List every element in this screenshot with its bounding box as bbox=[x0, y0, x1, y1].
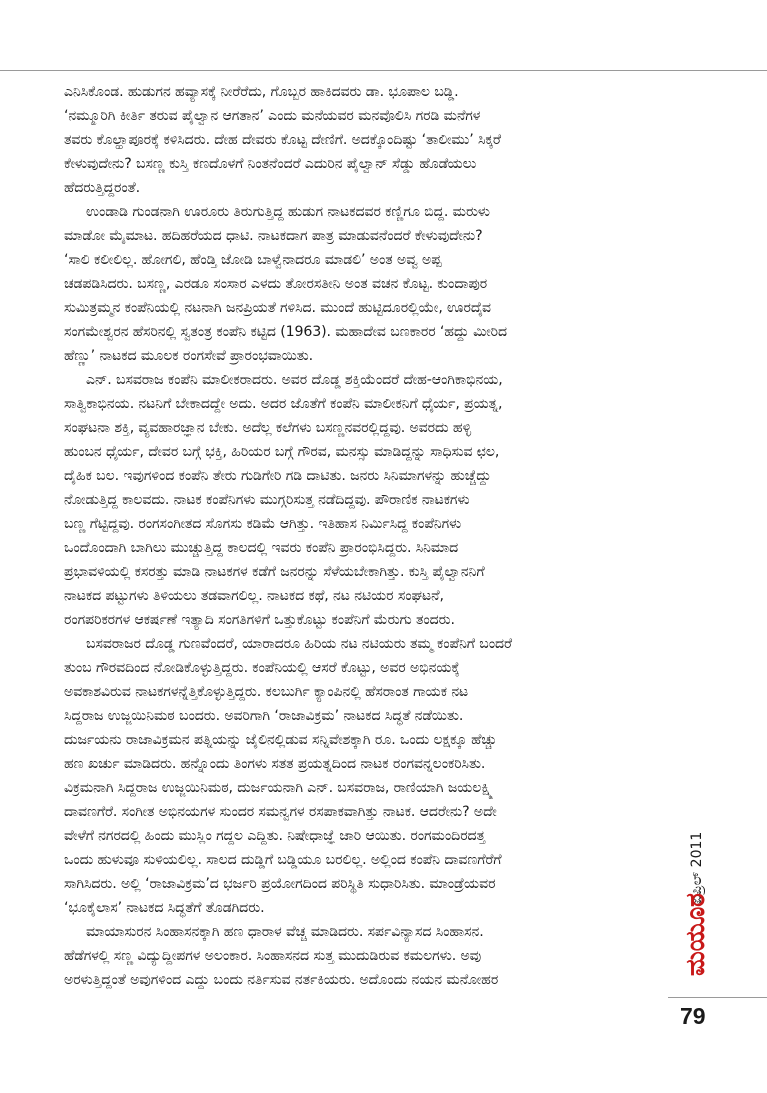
paragraph-first-line: ಉಂಡಾಡಿ ಗುಂಡನಾಗಿ ಊರೂರು ತಿರುಗುತ್ತಿದ್ದ ಹುಡುಗ ನಾಟಕದವರ ಕಣ್ಣಿಗೂ ಬಿದ್ದ. ಮರುಳು bbox=[86, 204, 490, 220]
text-line: ಸಂಘಟನಾ ಶಕ್ತಿ, ವ್ಯವಹಾರಜ್ಞಾನ ಬೇಕು. ಅದೆಲ್ಲ ಕಲೆಗಳು ಬಸಣ್ಣನವರಲ್ಲಿದ್ದವು. ಅವರದು ಹಳ್ಳಿ bbox=[64, 420, 472, 436]
text-line: ವಿಕ್ರಮನಾಗಿ ಸಿದ್ದರಾಜ ಉಜ್ಜಯಿನಿಮಠ, ದುರ್ಜಯನಾಗಿ ಎನ್. ಬಸವರಾಜ, ರಾಣಿಯಾಗಿ ಜಯಲಕ್ಷ್ಮಿ bbox=[64, 780, 494, 796]
article-body bbox=[64, 80, 660, 992]
text-line: ದುರ್ಜಯನು ರಾಜಾವಿಕ್ರಮನ ಪತ್ನಿಯನ್ನು ಜೈಲಿನಲ್ಲಿಡುವ ಸನ್ನಿವೇಶಕ್ಕಾಗಿ ರೂ. ಒಂದು ಲಕ್ಷಕ್ಕೂ ಹೆಚ್ಚು bbox=[64, 732, 497, 748]
text-line: ಅರಳುತ್ತಿದ್ದಂತೆ ಅವುಗಳಿಂದ ಎದ್ದು ಬಂದು ನರ್ತಿಸುವ ನರ್ತಕಿಯರು. ಅದೊಂದು ನಯನ ಮನೋಹರ bbox=[64, 972, 499, 988]
text-line: ದಾವಣಗೆರೆ. ಸಂಗೀತ ಅಭಿನಯಗಳ ಸುಂದರ ಸಮನ್ವಗಳ ರಸಪಾಕವಾಗಿತ್ತು ನಾಟಕ. ಆದರೇನು? ಅದೇ bbox=[64, 804, 497, 820]
text-line: ಸಿದ್ದರಾಜ ಉಜ್ಜಯಿನಿಮಠ ಬಂದರು. ಅವರಿಗಾಗಿ ‘ರಾಜಾವಿಕ್ರಮ’ ನಾಟಕದ ಸಿದ್ಧತೆ ನಡೆಯಿತು. bbox=[64, 708, 464, 724]
text-line: ಮಾಡೋ ಮೈಮಾಟ. ಹದಿಹರೆಯದ ಧಾಟಿ. ನಾಟಕದಾಗ ಪಾತ್ರ ಮಾಡುವನೆಂದರೆ ಕೇಳುವುದೇನು? bbox=[64, 228, 483, 244]
paragraph-first-line: ಎನ್. ಬಸವರಾಜ ಕಂಪೆನಿ ಮಾಲೀಕರಾದರು. ಅವರ ದೊಡ್ಡ ಶಕ್ತಿಯೆಂದರೆ ದೇಹ-ಆಂಗಿಕಾಭಿನಯ, bbox=[86, 372, 503, 388]
text-line: ‘ನಮ್ಮೂರಿಗಿ ಕೀರ್ತಿ ತರುವ ಪೈಲ್ವಾನ ಆಗತಾನ’ ಎಂದು ಮನೆಯವರ ಮನವೊಲಿಸಿ ಗರಡಿ ಮನೆಗಳ bbox=[64, 108, 481, 124]
top-rule bbox=[0, 70, 767, 71]
text-line: ‘ಸಾಲಿ ಕಲೀಲಿಲ್ಲ. ಹೋಗಲಿ, ಹೆಂಡ್ತಿ ಜೋಡಿ ಬಾಳ್ವೆನಾದರೂ ಮಾಡಲಿ’ ಅಂತ ಅವ್ವ ಅಪ್ಪ bbox=[64, 252, 442, 268]
text-line: ಸುಮಿತ್ರಮ್ಮನ ಕಂಪೆನಿಯಲ್ಲಿ ನಟನಾಗಿ ಜನಪ್ರಿಯತೆ ಗಳಿಸಿದ. ಮುಂದೆ ಹುಟ್ಟಿದೂರಲ್ಲಿಯೇ, ಊರದೈವ bbox=[64, 300, 491, 316]
text-line: ತವರು ಕೊಲ್ಹಾಪೂರಕ್ಕೆ ಕಳಿಸಿದರು. ದೇಹ ದೇವರು ಕೊಟ್ಟ ದೇಣಿಗೆ. ಅದಕ್ಕೊಂದಿಷ್ಟು ‘ತಾಲೀಮು’ ಸಿಕ್ಕರೆ bbox=[64, 132, 501, 148]
text-line: ಸಾಗಿಸಿದರು. ಅಲ್ಲಿ ‘ರಾಜಾವಿಕ್ರಮ’ದ ಭರ್ಜರಿ ಪ್ರಯೋಗದಿಂದ ಪರಿಸ್ಥಿತಿ ಸುಧಾರಿಸಿತು. ಮಾಂಡ್ರೆಯವರ bbox=[64, 876, 496, 892]
text-line: ಚಡಪಡಿಸಿದರು. ಬಸಣ್ಣ, ಎರಡೂ ಸಂಸಾರ ಎಳದು ತೋರಸತೀನಿ ಅಂತ ವಚನ ಕೊಟ್ಟ. ಕುಂದಾಪುರ bbox=[64, 276, 488, 292]
text-line: ಒಂದು ಹುಳುವೂ ಸುಳಿಯಲಿಲ್ಲ. ಸಾಲದ ದುಡ್ಡಿಗೆ ಬಡ್ಡಿಯೂ ಬರಲಿಲ್ಲ. ಅಲ್ಲಿಂದ ಕಂಪೆನಿ ದಾವಣಗೆರೆಗೆ bbox=[64, 852, 502, 868]
text-line: ‘ಭೂಕೈಲಾಸ’ ನಾಟಕದ ಸಿದ್ಧತೆಗೆ ತೊಡಗಿದರು. bbox=[64, 900, 265, 916]
text-line: ಸಾತ್ವಿಕಾಭಿನಯ. ನಟನಿಗೆ ಬೇಕಾದದ್ದೇ ಅದು. ಅದರ ಜೊತೆಗೆ ಕಂಪೆನಿ ಮಾಲೀಕನಿಗೆ ಧೈರ್ಯ, ಪ್ರಯತ್ನ, bbox=[64, 396, 503, 412]
text-line: ರಂಗಪರಿಕರಗಳ ಆಕರ್ಷಣೆ ಇತ್ಯಾದಿ ಸಂಗತಿಗಳಿಗೆ ಒತ್ತುಕೊಟ್ಟು ಕಂಪೆನಿಗೆ ಮೆರುಗು ತಂದರು. bbox=[64, 612, 455, 628]
text-line: ಎನಿಸಿಕೊಂಡ. ಹುಡುಗನ ಹವ್ಯಾಸಕ್ಕೆ ನೀರೆರೆದು, ಗೊಬ್ಬರ ಹಾಕಿದವರು ಡಾ. ಭೂಪಾಲ ಬಡ್ಡಿ. bbox=[64, 84, 459, 100]
text-line: ವೇಳೆಗೆ ನಗರದಲ್ಲಿ ಹಿಂದು ಮುಸ್ಲಿಂ ಗದ್ದಲ ಎದ್ದಿತು. ನಿಷೇಧಾಜ್ಞೆ ಜಾರಿ ಆಯಿತು. ರಂಗಮಂದಿರದತ್ತ bbox=[64, 828, 486, 844]
text-line: ನೋಡುತ್ತಿದ್ದ ಕಾಲವದು. ನಾಟಕ ಕಂಪೆನಿಗಳು ಮುಗ್ಗರಿಸುತ್ತ ನಡೆದಿದ್ದವು. ಪೌರಾಣಿಕ ನಾಟಕಗಳು bbox=[64, 492, 470, 508]
paragraph-first-line: ಮಾಯಾಸುರನ ಸಿಂಹಾಸನಕ್ಕಾಗಿ ಹಣ ಧಾರಾಳ ವೆಚ್ಚ ಮಾಡಿದರು. ಸರ್ಪವಿನ್ಯಾಸದ ಸಿಂಹಾಸನ. bbox=[86, 924, 484, 940]
text-line: ಪ್ರಭಾವಳಿಯಲ್ಲಿ ಕಸರತ್ತು ಮಾಡಿ ನಾಟಕಗಳ ಕಡೆಗೆ ಜನರನ್ನು ಸೆಳೆಯಬೇಕಾಗಿತ್ತು. ಕುಸ್ತಿ ಪೈಲ್ವಾನನಿಗೆ bbox=[64, 564, 485, 580]
text-line: ಒಂದೊಂದಾಗಿ ಬಾಗಿಲು ಮುಚ್ಚುತ್ತಿದ್ದ ಕಾಲದಲ್ಲಿ ಇವರು ಕಂಪೆನಿ ಪ್ರಾರಂಭಿಸಿದ್ದರು. ಸಿನಿಮಾದ bbox=[64, 540, 459, 556]
text-line: ಸಂಗಮೇಶ್ವರನ ಹೆಸರಿನಲ್ಲಿ ಸ್ವತಂತ್ರ ಕಂಪೆನಿ ಕಟ್ಟಿದ (1963). ಮಹಾದೇವ ಬಣಕಾರರ ‘ಹದ್ದು ಮೀರಿದ bbox=[64, 324, 508, 340]
text-line: ಹೆಣ್ಣು’ ನಾಟಕದ ಮೂಲಕ ರಂಗಸೇವೆ ಪ್ರಾರಂಭವಾಯಿತು. bbox=[64, 348, 314, 364]
text-line: ದೈಹಿಕ ಬಲ. ಇವುಗಳಿಂದ ಕಂಪೆನಿ ತೇರು ಗುಡಿಗೇರಿ ಗಡಿ ದಾಟಿತು. ಜನರು ಸಿನಿಮಾಗಳನ್ನು ಹುಚ್ಚೆದ್ದು bbox=[64, 468, 492, 484]
paragraph-first-line: ಬಸವರಾಜರ ದೊಡ್ಡ ಗುಣವೆಂದರೆ, ಯಾರಾದರೂ ಹಿರಿಯ ನಟ ನಟಿಯರು ತಮ್ಮ ಕಂಪೆನಿಗೆ ಬಂದರೆ bbox=[86, 636, 512, 652]
text-line: ಅವಕಾಶವಿರುವ ನಾಟಕಗಳನ್ನೆತ್ತಿಕೊಳ್ಳುತ್ತಿದ್ದರು. ಕಲಬುರ್ಗಿ ಕ್ಯಾಂಪಿನಲ್ಲಿ ಹೆಸರಾಂತ ಗಾಯಕ ನಟ bbox=[64, 684, 469, 700]
page-number: 79 bbox=[680, 1003, 706, 1029]
text-line: ಹೆದರುತ್ತಿದ್ದರಂತೆ. bbox=[64, 180, 140, 196]
text-line: ಬಣ್ಣ ಗೆಟ್ಟಿದ್ದವು. ರಂಗಸಂಗೀತದ ಸೊಗಸು ಕಡಿಮೆ ಆಗಿತ್ತು. ಇತಿಹಾಸ ನಿರ್ಮಿಸಿದ್ದ ಕಂಪೆನಿಗಳು bbox=[64, 516, 462, 532]
text-line: ಕೇಳುವುದೇನು? ಬಸಣ್ಣ ಕುಸ್ತಿ ಕಣದೊಳಗೆ ನಿಂತನೆಂದರೆ ಎದುರಿನ ಪೈಲ್ವಾನ್ ಸೆಡ್ಡು ಹೊಡೆಯಲು bbox=[64, 156, 477, 172]
issue-date: ಏಪ್ರಿಲ್ 2011 bbox=[689, 831, 705, 904]
text-line: ಹುಂಬನ ಧೈರ್ಯ, ದೇವರ ಬಗ್ಗೆ ಭಕ್ತಿ, ಹಿರಿಯರ ಬಗ್ಗೆ ಗೌರವ, ಮನಸ್ಸು ಮಾಡಿದ್ದನ್ನು ಸಾಧಿಸುವ ಛಲ, bbox=[64, 444, 500, 460]
text-line: ಹೆಡೆಗಳಲ್ಲಿ ಸಣ್ಣ ವಿದ್ಯುದ್ದೀಪಗಳ ಅಲಂಕಾರ. ಸಿಂಹಾಸನದ ಸುತ್ತ ಮುದುಡಿರುವ ಕಮಲಗಳು. ಅವು bbox=[64, 948, 482, 964]
magazine-name: ಮಯೂರ bbox=[681, 893, 711, 976]
text-line: ಹಣ ಖರ್ಚು ಮಾಡಿದರು. ಹನ್ನೊಂದು ತಿಂಗಳು ಸತತ ಪ್ರಯತ್ನದಿಂದ ನಾಟಕ ರಂಗವನ್ನಲಂಕರಿಸಿತು. bbox=[64, 756, 486, 772]
text-line: ನಾಟಕದ ಪಟ್ಟುಗಳು ತಿಳಿಯಲು ತಡವಾಗಲಿಲ್ಲ. ನಾಟಕದ ಕಥೆ, ನಟ ನಟಿಯರ ಸಂಘಟನೆ, bbox=[64, 588, 444, 604]
footer-rule bbox=[668, 997, 767, 998]
text-line: ತುಂಬ ಗೌರವದಿಂದ ನೋಡಿಕೊಳ್ಳುತ್ತಿದ್ದರು. ಕಂಪೆನಿಯಲ್ಲಿ ಆಸರೆ ಕೊಟ್ಟು, ಅವರ ಅಭಿನಯಕ್ಕೆ bbox=[64, 660, 460, 676]
